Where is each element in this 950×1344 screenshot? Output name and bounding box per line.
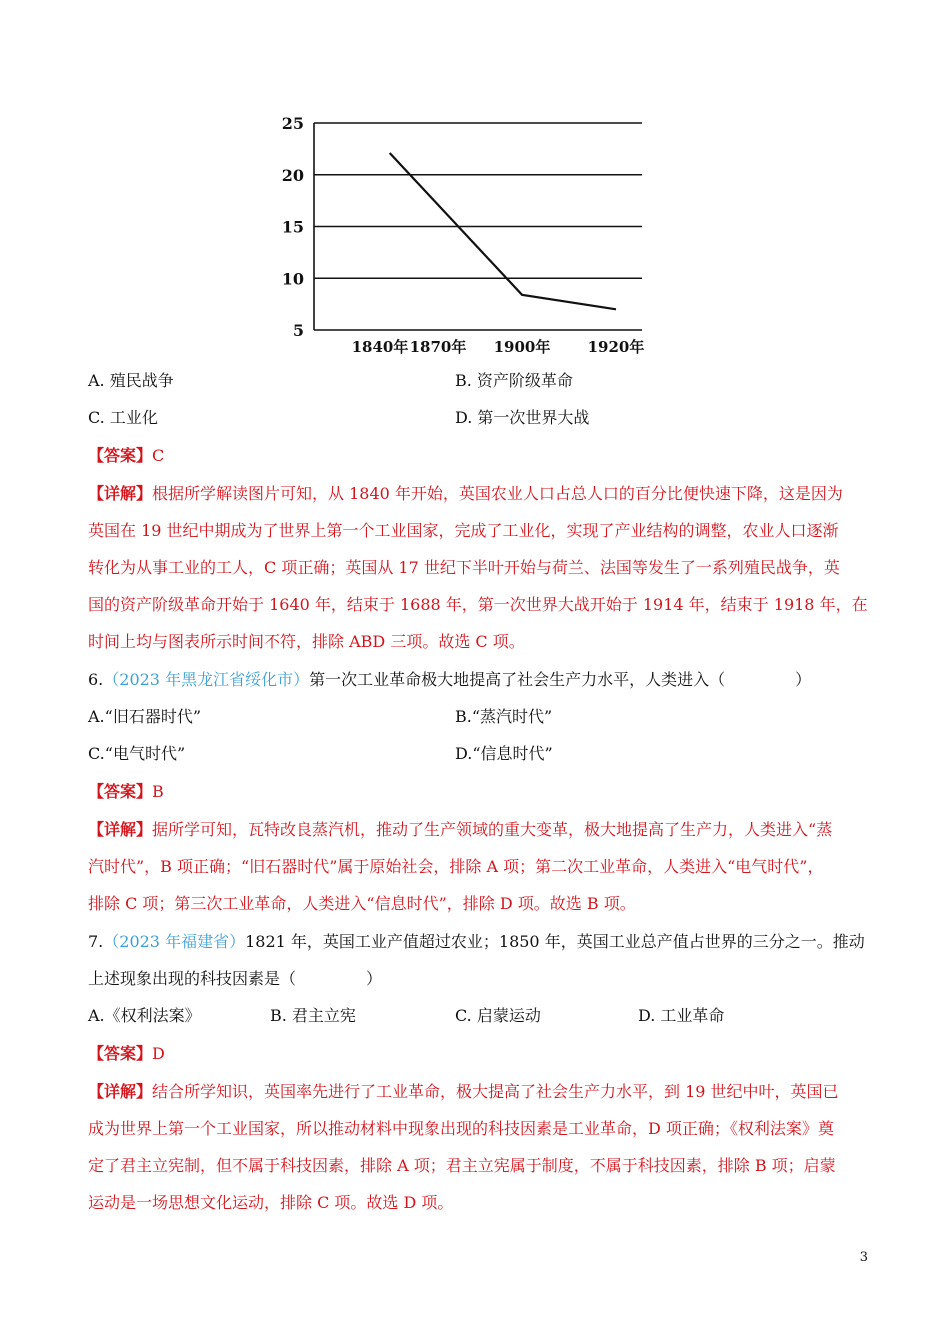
q6-detail-line: 排除 C 项；第三次工业革命，人类进入“信息时代”，排除 D 项。故选 B 项。 xyxy=(88,894,636,913)
question-number: 7. xyxy=(88,932,104,951)
q7-detail-line: 成为世界上第一个工业国家，所以推动材料中现象出现的科技因素是工业革命，D 项正确；《权利法案》奠 xyxy=(88,1119,834,1138)
q7-option-b: B. 君主立宪 xyxy=(270,1006,356,1025)
y-tick-label: 10 xyxy=(281,269,304,289)
q6-option-c: C.“电气时代” xyxy=(88,744,186,763)
y-tick-label: 5 xyxy=(292,321,304,340)
answer-value: D xyxy=(152,1044,165,1063)
q7-answer xyxy=(88,1044,165,1064)
q7-detail-line xyxy=(88,1082,839,1102)
line-chart xyxy=(270,108,650,358)
question-source: （2023 年福建省） xyxy=(103,932,246,951)
question-text: 上述现象出现的科技因素是（ xyxy=(88,969,297,988)
q5-option-a: A. 殖民战争 xyxy=(88,371,174,390)
q5-detail-line: 转化为从事工业的工人，C 项正确；英国从 17 世纪下半叶开始与荷兰、法国等发生了一系列殖民战争，英 xyxy=(88,558,840,577)
detail-label: 【详解】 xyxy=(88,484,153,503)
q5-detail-line: 时间上均与图表所示时间不符，排除 ABD 三项。故选 C 项。 xyxy=(88,632,525,651)
q5-option-b: B. 资产阶级革命 xyxy=(455,371,573,390)
x-axis-ticks xyxy=(352,338,645,356)
q6-stem xyxy=(88,670,811,690)
answer-label: 【答案】 xyxy=(88,446,153,465)
chart-series xyxy=(390,153,616,309)
close-paren: ） xyxy=(366,969,383,988)
x-tick-label: 1870年 xyxy=(409,338,467,356)
q6-answer xyxy=(88,782,164,802)
q6-detail-line xyxy=(88,820,832,840)
q6-option-a: A.“旧石器时代” xyxy=(88,707,202,726)
q7-option-a: A.《权利法案》 xyxy=(88,1006,201,1025)
question-text: 第一次工业革命极大地提高了社会生产力水平，人类进入（ xyxy=(309,670,726,689)
x-tick-label: 1840年 xyxy=(351,338,409,356)
q6-detail-line: 汽时代”，B 项正确；“旧石器时代”属于原始社会，排除 A 项；第二次工业革命，人类进入“电气时代”， xyxy=(88,857,824,876)
detail-label: 【详解】 xyxy=(88,1082,153,1101)
q7-option-c: C. 启蒙运动 xyxy=(455,1006,541,1025)
detail-text: 结合所学知识，英国率先进行了工业革命，极大提高了社会生产力水平，到 19 世纪中叶，英国已 xyxy=(152,1082,839,1101)
q7-detail-line: 定了君主立宪制，但不属于科技因素，排除 A 项；君主立宪属于制度，不属于科技因素，排除 B 项；启蒙 xyxy=(88,1156,836,1175)
y-axis-ticks xyxy=(282,114,304,340)
question-number: 6. xyxy=(88,670,104,689)
q5-answer xyxy=(88,446,164,466)
x-tick-label: 1920年 xyxy=(587,338,645,356)
q6-option-d: D.“信息时代” xyxy=(455,744,553,763)
q5-option-d: D. 第一次世界大战 xyxy=(455,408,590,427)
q5-detail-line: 国的资产阶级革命开始于 1640 年，结束于 1688 年，第一次世界大战开始于 1914 年，结束于 1918 年，在 xyxy=(88,595,868,614)
q7-stem-cont xyxy=(88,969,382,989)
answer-label: 【答案】 xyxy=(88,782,153,801)
question-text: 1821 年，英国工业产值超过农业；1850 年，英国工业总产值占世界的三分之一。推动 xyxy=(245,932,865,951)
q7-stem xyxy=(88,932,865,952)
page-number: 3 xyxy=(859,1250,868,1265)
answer-value: B xyxy=(152,782,164,801)
question-source: （2023 年黑龙江省绥化市） xyxy=(103,670,310,689)
close-paren: ） xyxy=(795,670,812,689)
y-tick-label: 25 xyxy=(281,114,304,133)
answer-label: 【答案】 xyxy=(88,1044,153,1063)
q6-option-b: B.“蒸汽时代” xyxy=(455,707,553,726)
detail-text: 据所学可知，瓦特改良蒸汽机，推动了生产领域的重大变革，极大地提高了生产力，人类进入“蒸 xyxy=(152,820,833,839)
q5-detail-line: 英国在 19 世纪中期成为了世界上第一个工业国家，完成了工业化，实现了产业结构的调整，农业人口逐渐 xyxy=(88,521,839,540)
q5-detail-line xyxy=(88,484,843,504)
q7-detail-line: 运动是一场思想文化运动，排除 C 项。故选 D 项。 xyxy=(88,1193,454,1212)
y-tick-label: 20 xyxy=(281,165,304,185)
q7-option-d: D. 工业革命 xyxy=(638,1006,725,1025)
series-line xyxy=(390,153,616,309)
q5-option-c: C. 工业化 xyxy=(88,408,158,427)
detail-label: 【详解】 xyxy=(88,820,153,839)
chart-grid xyxy=(314,123,642,330)
detail-text: 根据所学解读图片可知，从 1840 年开始，英国农业人口占总人口的百分比便快速下降，这是因为 xyxy=(152,484,843,503)
x-tick-label: 1900年 xyxy=(493,338,551,356)
answer-value: C xyxy=(152,446,165,465)
y-tick-label: 15 xyxy=(281,217,304,237)
